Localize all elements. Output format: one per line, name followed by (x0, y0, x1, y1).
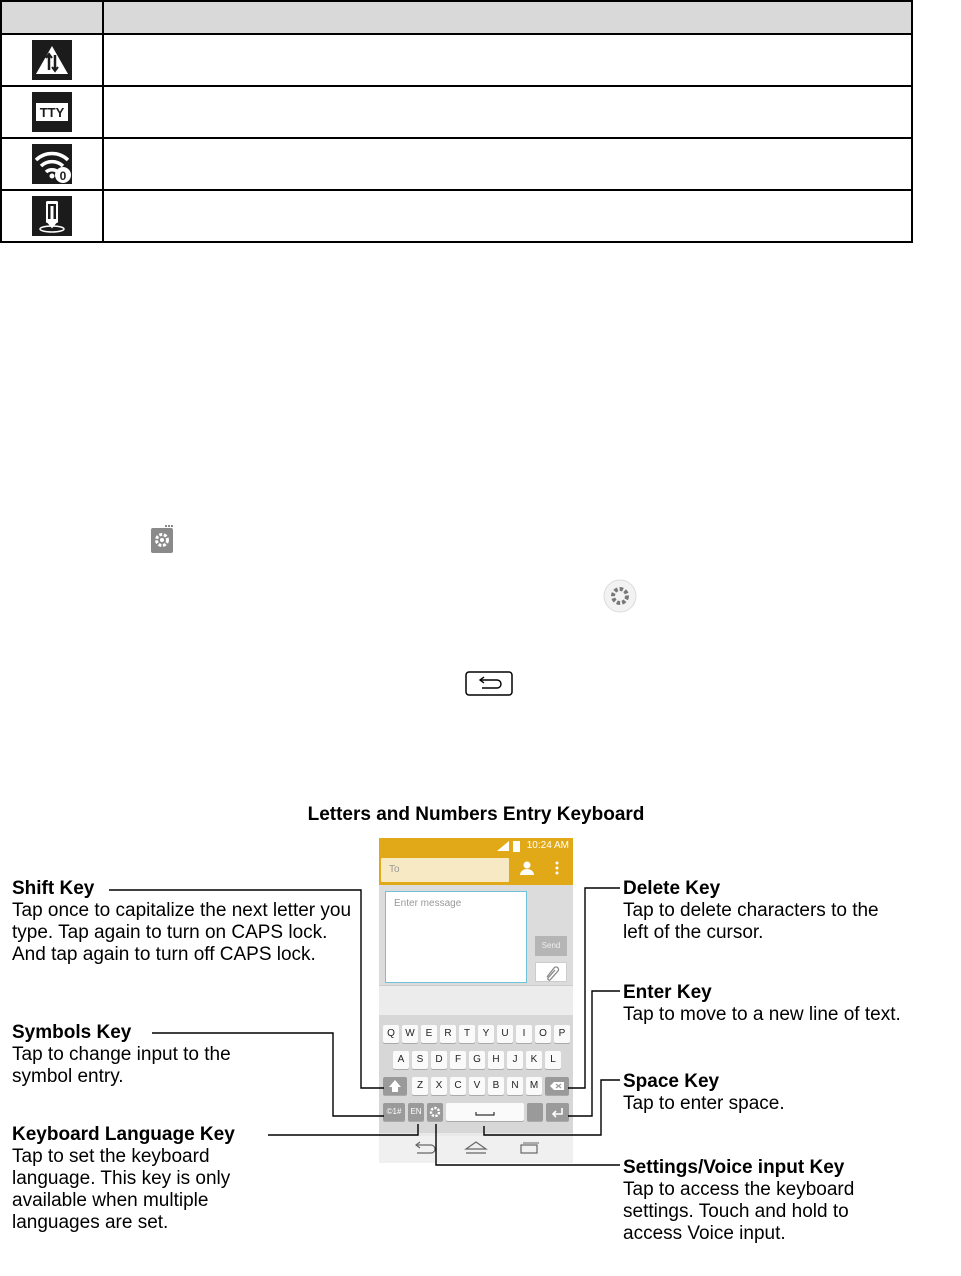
key-p[interactable]: P (554, 1025, 570, 1043)
key-e[interactable]: E (421, 1025, 437, 1043)
key-x[interactable]: X (431, 1077, 447, 1095)
delete-key-callout (623, 878, 885, 944)
callout-description: Tap to change input to the symbol entry. (12, 1044, 231, 1087)
callout-title: Settings/Voice input Key (623, 1157, 845, 1178)
status-time: 10:24 AM (526, 840, 569, 851)
key-z[interactable]: Z (412, 1077, 428, 1095)
key-g[interactable]: G (469, 1051, 485, 1069)
callout-description: Tap once to capitalize the next letter you type. Tap again to turn on CAPS lock. And tap again to turn off CAPS lock. (12, 900, 352, 965)
shift-key-callout (12, 878, 352, 966)
key-c[interactable]: C (450, 1077, 466, 1095)
callout-title: Space Key (623, 1071, 720, 1092)
key-a[interactable]: A (393, 1051, 409, 1069)
key-f[interactable]: F (450, 1051, 466, 1069)
send-button[interactable]: Send (535, 936, 567, 956)
settings-voice-key-callout (623, 1157, 898, 1245)
callout-title: Delete Key (623, 878, 721, 899)
key-y[interactable]: Y (478, 1025, 494, 1043)
space-key-callout (623, 1071, 923, 1115)
key-q[interactable]: Q (383, 1025, 399, 1043)
key-r[interactable]: R (440, 1025, 456, 1043)
callout-title: Keyboard Language Key (12, 1124, 235, 1145)
keyboard-language-key-callout (12, 1124, 274, 1234)
figure-title: Letters and Numbers Entry Keyboard (307, 804, 645, 825)
key-k[interactable]: K (526, 1051, 542, 1069)
key-b[interactable]: B (488, 1077, 504, 1095)
callout-title: Symbols Key (12, 1022, 132, 1043)
key-w[interactable]: W (402, 1025, 418, 1043)
key-n[interactable]: N (507, 1077, 523, 1095)
key-i[interactable]: I (516, 1025, 532, 1043)
enter-key-callout (623, 982, 953, 1026)
key-t[interactable]: T (459, 1025, 475, 1043)
language-key[interactable]: EN (408, 1103, 424, 1121)
callout-description: Tap to enter space. (623, 1093, 785, 1114)
key-u[interactable]: U (497, 1025, 513, 1043)
message-input[interactable]: Enter message (385, 891, 527, 983)
language-leader-line (268, 1124, 418, 1135)
callout-description: Tap to delete characters to the left of the cursor. (623, 900, 879, 943)
callout-title: Enter Key (623, 982, 712, 1003)
space-leader-line (484, 1080, 620, 1135)
key-l[interactable]: L (545, 1051, 561, 1069)
key-o[interactable]: O (535, 1025, 551, 1043)
symbols-key-callout (12, 1022, 282, 1088)
settings-leader-line (436, 1124, 620, 1165)
callout-description: Tap to move to a new line of text. (623, 1004, 901, 1025)
key-d[interactable]: D (431, 1051, 447, 1069)
key-j[interactable]: J (507, 1051, 523, 1069)
symbols-key[interactable]: ©1# (383, 1103, 405, 1121)
callout-title: Shift Key (12, 878, 95, 899)
wifi-zero-label: 0 (59, 169, 67, 183)
callout-description: Tap to set the keyboard language. This key is only available when multiple languages are set. (12, 1146, 231, 1233)
key-m[interactable]: M (526, 1077, 542, 1095)
key-v[interactable]: V (469, 1077, 485, 1095)
enter-leader-line (568, 991, 620, 1116)
to-field[interactable]: To (381, 858, 509, 882)
delete-leader-line (568, 888, 620, 1088)
callout-description: Tap to access the keyboard settings. Touch and hold to access Voice input. (623, 1179, 855, 1244)
key-s[interactable]: S (412, 1051, 428, 1069)
key-h[interactable]: H (488, 1051, 504, 1069)
tty-icon-label: TTY (39, 105, 65, 120)
